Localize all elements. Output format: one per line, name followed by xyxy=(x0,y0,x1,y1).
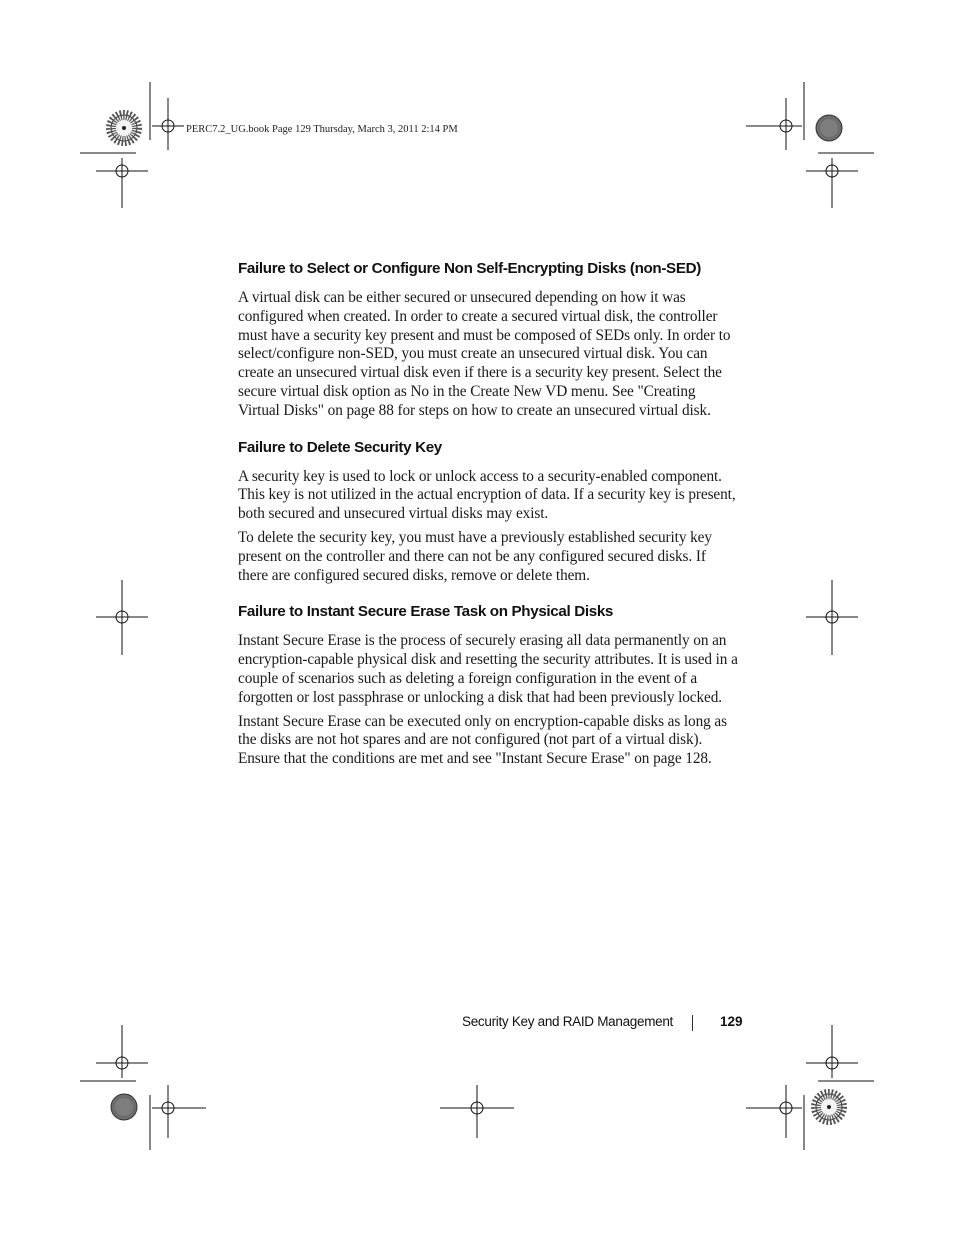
paragraph-text: in the xyxy=(428,382,471,400)
ui-term-create-new-vd: Create New VD xyxy=(470,382,568,400)
registration-gray-disc-icon xyxy=(111,1094,137,1120)
paragraph-instant-erase-2: Instant Secure Erase can be executed only on encryption-capable disks as long as the disks are not hot spares and are not configured (not part of a virtual disk). Ensure that the conditions are met and see "Instant Secure Erase" on page 128. xyxy=(238,712,727,768)
paragraph-text: menu. See "Creating Virtual Disks" on page 88 for steps on how to create an unsecured virtual disk. xyxy=(238,382,711,419)
paragraph-non-sed xyxy=(238,289,738,421)
registration-starburst-icon xyxy=(111,115,137,141)
print-slug-line: PERC7.2_UG.book Page 129 Thursday, March 3, 2011 2:14 PM xyxy=(186,124,458,135)
paragraph-instant-erase-1: Instant Secure Erase is the process of securely erasing all data permanently on an encryption-capable physical disk and resetting the security attributes. It is used in a couple of scenarios such as deleting a foreign configuration in the event of a forgotten or lost passphrase or unlocking a disk that had been previously locked. xyxy=(238,632,738,706)
section-heading-non-sed: Failure to Select or Configure Non Self-Encrypting Disks (non-SED) xyxy=(238,260,701,277)
section-heading-instant-erase: Failure to Instant Secure Erase Task on Physical Disks xyxy=(238,603,614,621)
footer-section-title: Security Key and RAID Management xyxy=(462,1014,674,1029)
registration-starburst-icon xyxy=(816,1094,842,1120)
main-content xyxy=(238,257,738,774)
registration-gray-disc-icon xyxy=(816,115,842,141)
paragraph-text: A virtual disk can be either secured or unsecured depending on how it was configured when created. In order to create a secured virtual disk, the controller must have a security key present and must be composed of SEDs only. In order to select/configure non-SED, you must create an unsecured virtual disk. You can create an unsecured virtual disk even if there is a security key present. Select the secure virtual disk option as xyxy=(238,289,731,400)
paragraph-delete-key-1: A security key is used to lock or unlock access to a security-enabled component. This key is not utilized in the actual encryption of data. If a security key is present, both secured and unsecured virtual disks may exist. xyxy=(238,467,736,523)
section-heading-delete-key: Failure to Delete Security Key xyxy=(238,438,442,456)
ui-term-no: No xyxy=(410,382,429,400)
paragraph-delete-key-2: To delete the security key, you must have a previously established security key present on the controller and there can not be any configured secured disks. If there are configured secured disks, remove or delete them. xyxy=(238,528,712,584)
page-number: 129 xyxy=(720,1014,743,1029)
footer-divider xyxy=(692,1015,693,1031)
